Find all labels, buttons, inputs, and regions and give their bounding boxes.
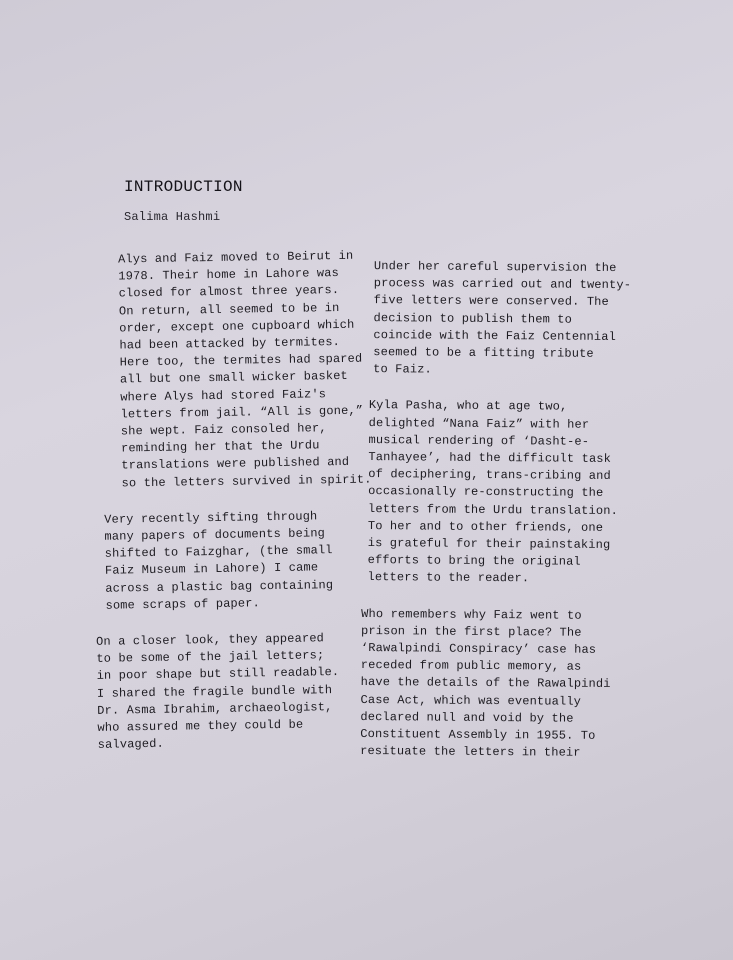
text-line: is grateful for their painstaking	[367, 536, 611, 553]
text-line: who assured me they could be	[97, 717, 304, 735]
text-line: Alys and Faiz moved to Beirut in	[118, 248, 354, 267]
paragraph-left-1	[118, 247, 378, 492]
text-line: letters to the reader.	[367, 570, 530, 586]
text-line: delighted “Nana Faiz” with her	[368, 415, 590, 432]
text-line: where Alys had stored Faiz's	[120, 386, 327, 405]
text-line: Very recently sifting through	[104, 509, 318, 527]
text-line: Here too, the termites had spared	[119, 351, 363, 370]
text-line: letters from jail. “All is gone,”	[120, 403, 364, 422]
text-line: all but one small wicker basket	[119, 369, 348, 387]
paragraph-left-2	[104, 507, 380, 615]
text-line: 1978. Their home in Lahore was	[118, 266, 340, 284]
paragraph-right-2	[367, 397, 650, 588]
text-line: of deciphering, trans-cribing and	[368, 467, 611, 484]
page-title: INTRODUCTION	[124, 178, 243, 196]
text-line: Tanhayee’, had the difficult task	[368, 450, 612, 466]
text-line: reminding her that the Urdu	[120, 438, 320, 456]
text-line: to be some of the jail letters;	[96, 648, 325, 667]
text-line: coincide with the Faiz Centennial	[373, 327, 617, 344]
text-line: Constituent Assembly in 1955. To	[360, 727, 596, 743]
text-line: seemed to be a fitting tribute	[373, 345, 594, 361]
text-line: occasionally re-constructing the	[368, 484, 604, 501]
text-line: closed for almost three years.	[118, 283, 340, 301]
text-line: to Faiz.	[373, 362, 432, 377]
text-line: translations were published and	[121, 455, 350, 473]
text-line: Under her careful supervision the	[373, 259, 617, 275]
paragraph-right-1	[373, 258, 652, 381]
author-name: Salima Hashmi	[124, 210, 221, 224]
text-line: had been attacked by termites.	[119, 335, 341, 353]
text-line: many papers of documents being	[104, 526, 326, 544]
text-line: letters from the Urdu translation.	[367, 501, 619, 518]
text-line: resituate the letters in their	[360, 744, 581, 761]
text-line: receded from public memory, as	[360, 658, 582, 675]
text-line: decision to publish them to	[373, 310, 573, 327]
paragraph-right-3	[360, 606, 649, 763]
text-line: musical rendering of ‘Dasht-e-	[368, 432, 590, 449]
text-line: On return, all seemed to be in	[118, 300, 340, 319]
text-line: process was carried out and twenty-	[373, 276, 632, 293]
paragraph-left-3	[96, 629, 382, 754]
text-line: order, except one cupboard which	[119, 317, 355, 336]
text-line: shifted to Faizghar, (the small	[104, 543, 333, 561]
text-line: some scraps of paper.	[105, 596, 261, 613]
text-line: I shared the fragile bundle with	[96, 682, 333, 701]
text-line: across a plastic bag containing	[105, 577, 334, 596]
text-line: Case Act, which was eventually	[360, 692, 582, 709]
text-line: salvaged.	[97, 737, 165, 753]
text-line: Kyla Pasha, who at age two,	[368, 398, 568, 415]
text-line: efforts to bring the original	[367, 553, 581, 569]
text-line: Who remembers why Faiz went to	[361, 606, 582, 623]
text-line: in poor shape but still readable.	[96, 665, 340, 684]
right-column	[358, 258, 652, 763]
text-line: five letters were conserved. The	[373, 293, 609, 310]
text-line: Dr. Asma Ibrahim, archaeologist,	[97, 700, 333, 718]
text-line: she wept. Faiz consoled her,	[120, 421, 327, 439]
text-line: have the details of the Rawalpindi	[360, 675, 611, 692]
text-line: On a closer look, they appeared	[96, 631, 325, 649]
text-line: so the letters survived in spirit.	[121, 472, 372, 491]
text-line: declared null and void by the	[360, 709, 574, 726]
text-line: prison in the first place? The	[361, 623, 582, 640]
left-column	[84, 247, 382, 754]
text-line: Faiz Museum in Lahore) I came	[104, 560, 319, 579]
text-line: To her and to other friends, one	[367, 518, 604, 535]
text-line: ‘Rawalpindi Conspiracy’ case has	[360, 641, 597, 657]
